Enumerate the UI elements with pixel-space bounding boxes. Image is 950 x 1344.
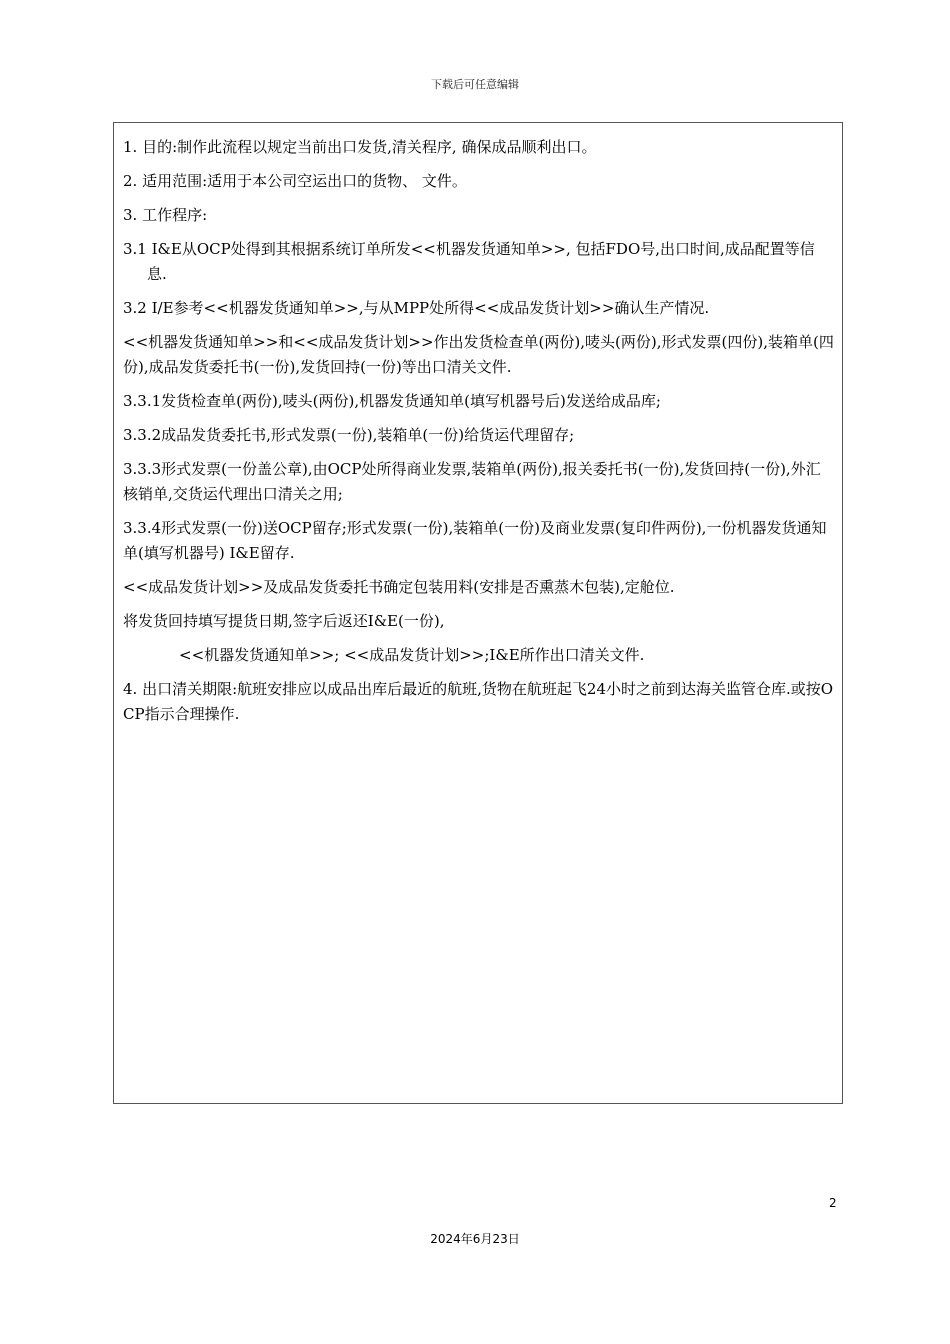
section-4-deadline: 4. 出口清关期限:航班安排应以成品出库后最近的航班,货物在航班起飞24小时之前到达海关监管仓库.或按OCP指示合理操作. <box>123 680 834 723</box>
section-3-2: 3.2 I/E参考<<机器发货通知单>>,与从MPP处所得<<成品发货计划>>确认生产情况. <box>123 299 710 317</box>
section-3-1: 3.1 I&E从OCP处得到其根据系统订单所发<<机器发货通知单>>, 包括FDO号,出口时间,成品配置等信息. <box>123 240 815 283</box>
section-3-3-2: 3.3.2成品发货委托书,形式发票(一份),装箱单(一份)给货运代理留存; <box>123 426 575 444</box>
section-3-documents: <<机器发货通知单>>和<<成品发货计划>>作出发货检查单(两份),唛头(两份),形式发票(四份),装箱单(四份),成品发货委托书(一份),发货回持(一份)等出口清关文件. <box>123 333 834 376</box>
section-3-heading: 3. 工作程序: <box>123 206 208 224</box>
section-3-3-1: 3.3.1发货检查单(两份),唛头(两份),机器发货通知单(填写机器号后)发送给成品库; <box>123 392 661 410</box>
section-document-list: <<机器发货通知单>>; <<成品发货计划>>;I&E所作出口清关文件. <box>179 646 645 664</box>
page-header: 下载后可任意编辑 <box>431 78 519 91</box>
page-number: 2 <box>829 1196 837 1210</box>
section-1-purpose: 1. 目的:制作此流程以规定当前出口发货,清关程序, 确保成品顺利出口。 <box>123 138 597 156</box>
section-packing: <<成品发货计划>>及成品发货委托书确定包装用料(安排是否熏蒸木包装),定舱位. <box>123 578 675 596</box>
section-3-3-3: 3.3.3形式发票(一份盖公章),由OCP处所得商业发票,装箱单(两份),报关委托书(一份),发货回持(一份),外汇核销单,交货运代理出口清关之用; <box>123 460 821 503</box>
section-2-scope: 2. 适用范围:适用于本公司空运出口的货物、 文件。 <box>123 172 467 190</box>
section-receipt-return: 将发货回持填写提货日期,签字后返还I&E(一份), <box>123 612 445 630</box>
section-3-3-4: 3.3.4形式发票(一份)送OCP留存;形式发票(一份),装箱单(一份)及商业发票(复印件两份),一份机器发货通知单(填写机器号) I&E留存. <box>123 519 827 562</box>
page-footer-date: 2024年6月23日 <box>430 1232 520 1246</box>
document-body-frame <box>113 122 843 1104</box>
